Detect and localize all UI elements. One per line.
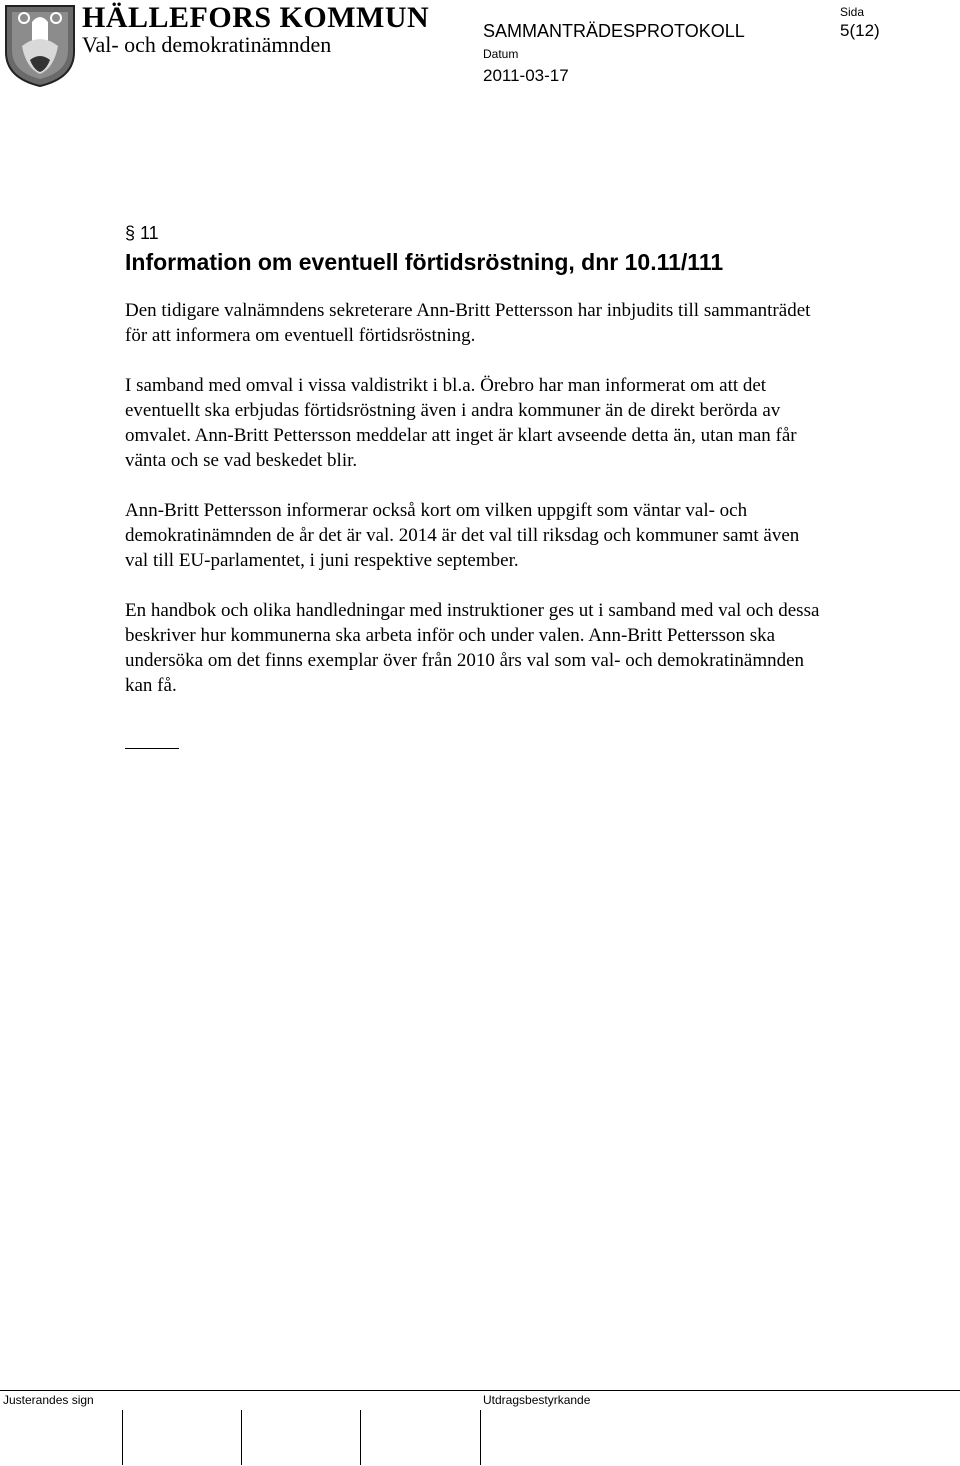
signature-box-divider: [122, 1410, 123, 1465]
signature-box-divider: [480, 1410, 481, 1465]
footer-divider: [0, 1390, 960, 1391]
page-number: 5(12): [840, 21, 880, 40]
justerandes-sign-label: Justerandes sign: [3, 1393, 94, 1407]
paragraph-3: Ann-Britt Pettersson informerar också kort om vilken uppgift som väntar val- och demokratinämnden de år det är val. 2014 är det val till riksdag och kommuner samt även val till EU-parlamentet, i juni respektive september.: [125, 500, 800, 571]
document-type: SAMMANTRÄDESPROTOKOLL: [483, 21, 745, 41]
coat-of-arms-icon: [2, 2, 78, 88]
date-label: Datum: [483, 47, 519, 61]
section-content: [125, 221, 825, 698]
committee-name: Val- och demokratinämnden: [82, 32, 332, 57]
date-value: 2011-03-17: [483, 66, 569, 85]
paragraph-4: En handbok och olika handledningar med instruktioner ges ut i samband med val och dessa beskriver hur kommunerna ska arbeta inför och under valen. Ann-Britt Pettersson ska undersöka om det finns exemplar över från 2010 års val som val- och demokratinämnden kan få.: [125, 600, 820, 696]
signature-box-divider: [360, 1410, 361, 1465]
page-label: Sida: [840, 5, 865, 19]
organization-name: HÄLLEFORS KOMMUN: [82, 1, 430, 34]
section-end-rule: [125, 748, 179, 749]
section-title: Information om eventuell förtidsröstning, dnr 10.11/111: [125, 249, 724, 275]
section-number: § 11: [125, 223, 159, 243]
paragraph-1: Den tidigare valnämndens sekreterare Ann-Britt Pettersson har inbjudits till sammanträdet för att informera om eventuell förtidsröstning.: [125, 300, 811, 346]
paragraph-2: I samband med omval i vissa valdistrikt i bl.a. Örebro har man informerat om att det eventuellt ska erbjudas förtidsröstning även i andra kommuner än de direkt berörda av omvalet. Ann-Britt Pettersson meddelar att inget är klart avseende detta än, utan man får vänta och se vad beskedet blir.: [125, 375, 797, 471]
utdragsbestyrkande-label: Utdragsbestyrkande: [483, 1393, 591, 1407]
signature-box-divider: [241, 1410, 242, 1465]
